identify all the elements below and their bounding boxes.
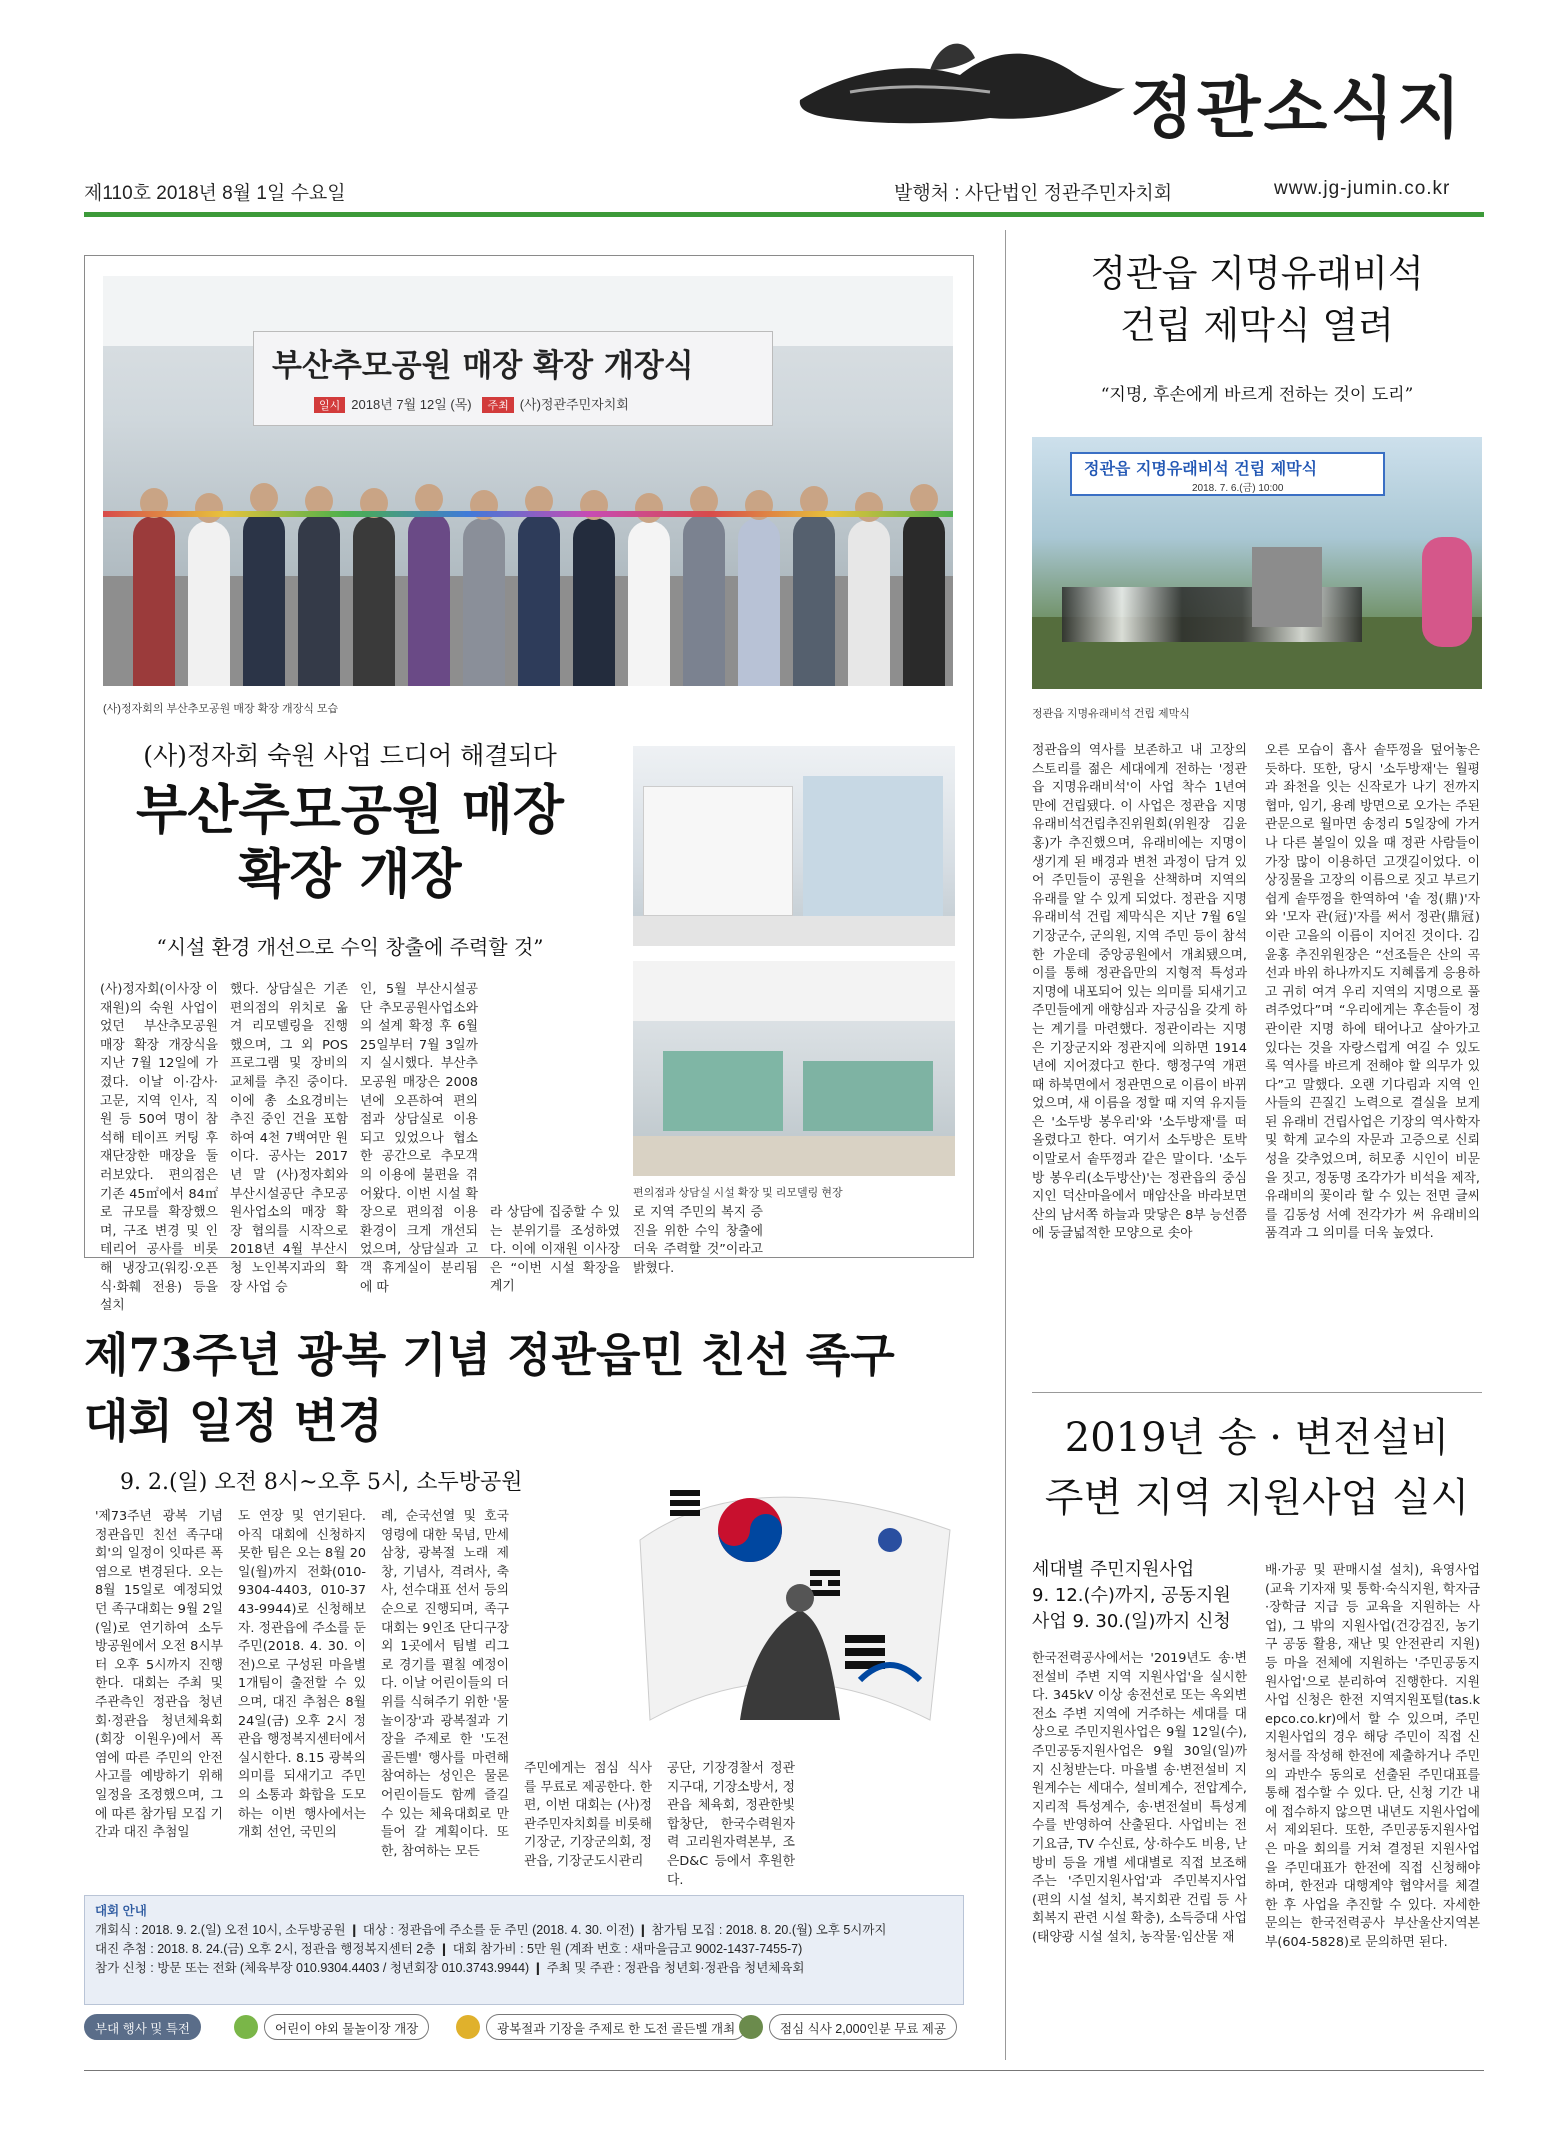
- tournament-info-box: [84, 1895, 964, 2005]
- event-banner: [253, 331, 773, 426]
- story3-column-5: 공단, 기장경찰서 정관지구대, 기장소방서, 정관읍 체육회, 정관한빛합창단, 한국수력원자력 고리원자력본부, 조은D&C 등에서 후원한다.: [667, 1761, 795, 1888]
- story1-headline-line1: 부산추모공원 매장: [135, 779, 565, 841]
- story1-headline-line2: 확장 개장: [238, 843, 462, 905]
- info-box-title: 대회 안내: [95, 1904, 147, 1918]
- story2-headline-line2: 건립 제막식 열려: [1120, 304, 1394, 347]
- story1-headline: [85, 778, 615, 906]
- masthead-title: 정관소식지: [1130, 70, 1464, 147]
- story4-deck-line3: 사업 9. 30.(일)까지 신청: [1032, 1611, 1231, 1632]
- monument-banner-title: 정관읍 지명유래비석 건립 제막식: [1084, 459, 1318, 478]
- story2-photo-caption: 정관읍 지명유래비석 건립 제막식: [1032, 708, 1190, 720]
- right-story-divider: [1032, 1392, 1482, 1393]
- meal-icon: [739, 2015, 763, 2039]
- photo2-caption: 편의점과 상담실 시설 확장 및 리모델링 현장: [633, 1187, 843, 1199]
- story1-column-2: 했다. 상담실은 기존 편의점의 위치로 옮겨 리모델링을 진행했으며, 그 외 POS 프로그램 및 장비의 교체를 추진 중이다. 이에 총 소요경비는 추진 중인 건을 포함하여 4천 7백여만 원이다. 공사는 2017년 말 (사)정자회와 부산시설공단 추모공원사업소의 매장 확장 협의를 시작으로 2018년 4월 부산시청 노인복지과의 확장 사업 승: [230, 982, 348, 1295]
- golden-bell-icon: [456, 2015, 480, 2039]
- story-busan-memorial: [84, 255, 974, 1314]
- story4-deck-line1: 세대별 주민지원사업: [1032, 1559, 1195, 1580]
- story4-deck-line2: 9. 12.(수)까지, 공동지원: [1032, 1585, 1231, 1606]
- story1-column-4: 라 상담에 집중할 수 있는 분위기를 조성하였다. 이에 이재원 이사장은 “이번 시설 확장을 계기: [490, 1205, 620, 1295]
- events-label: 부대 행사 및 특전: [84, 2014, 201, 2040]
- event-water-park: 어린이 야외 물놀이장 개장: [264, 2014, 429, 2040]
- consultation-room-photo: [633, 961, 955, 1176]
- story4-headline-line1: 2019년 송 · 변전설비: [1064, 1415, 1450, 1461]
- website-link[interactable]: www.jg-jumin.co.kr: [1274, 178, 1451, 199]
- photo-caption: (사)정자회의 부산추모공원 매장 확장 개장식 모습: [103, 703, 339, 715]
- story2-column-2: 오른 모습이 흡사 솥뚜껑을 덮어놓은 듯하다. 또한, 당시 '소두방재'는 월평과 좌천을 잇는 신작로가 나기 전까지 협마, 임기, 용례 방면으로 오가는 주된 관문으로 월마면 송정리 5일장에 가거나 다른 볼일이 있을 때 정관 사람들이 가장 많이 이용하던 고갯길이었다. 이 상징물을 고장의 이름으로 짓고 부르기 쉽게 솥뚜껑을 한역하여 '솥 정(鼎)'자와 '모자 관(冠)'자를 써서 정관(鼎冠)이란 고을의 이름이 지어진 것이다. 김윤홍 추진위원장은 “선조들은 산의 곡선과 바위 하나까지도 지혜롭게 응용하고 귀히 여겨 우리 지역의 지명으로 풀려주었다”며 “우리에게는 후손들이 정관이란 지명 하에 태어나고 살아가고 있다는 것을 자랑스럽게 여길 수 있도록 역사를 바르게 전해야 할 의무가 있다”고 말했다. 오랜 기다림과 지역 인사들의 끈질긴 노력으로 결실을 보게 된 유래비 건립사업은 기장의 역사학자 및 학계 교수의 자문과 고증으로 신뢰성을 갖추었으며, 허모종 시인이 비문을 짓고, 정동명 조각가가 비석을 제작, 유래비의 꽃이라 할 수 있는 전면 글씨를 김동성 서예 전각가가 써 유래비의 품격과 그 의미를 더욱 높였다.: [1265, 743, 1480, 1242]
- info-line-3: 참가 신청 : 방문 또는 전화 (체육부장 010.9304.4403 / 청년회장 010.3743.9944) ❙ 주최 및 주관 : 정관읍 청년회·정관읍 청년체육회: [95, 1961, 805, 1975]
- event-free-lunch: 점심 식사 2,000인분 무료 제공: [769, 2014, 957, 2040]
- ribbon: [103, 511, 953, 517]
- column-divider: [1005, 230, 1006, 2060]
- story4-column-2: 배·가공 및 판매시설 설치), 육영사업(교육 기자재 및 통학·숙식지원, 학자금·장학금 지급 등 교육을 지원하는 사업), 그 밖의 지원사업(건강검진, 농기구 공동 활용, 재난 및 안전관리 지원) 등 마을 전체에 지원하는 '주민공동지원사업'으로 분리하여 진행한다. 지원사업 신청은 한전 지역지원포털(tas.kepco.co.kr)에서 할 수 있으며, 주민지원사업의 경우 해당 주민이 직접 신청서를 작성해 한전에 제출하거나 주민의 과반수 동의로 선출된 주민대표를 통해 접수할 수 있다. 단, 신청 기간 내에 접수하지 않으면 내년도 지원사업에서 제외된다. 또한, 주민공동지원사업은 마을 회의를 거쳐 결정된 지원사업을 주민대표가 한전에 직접 신청해야 하며, 한전과 대행계약 협약서를 체결한 후 사업을 추진할 수 있다. 자세한 문의는 한국전력공사 부산울산지역본부(604-5828)로 문의하면 된다.: [1265, 1563, 1480, 1950]
- banner-title: 부산추모공원 매장 확장 개장식: [272, 348, 694, 384]
- info-line-2: 대진 추첨 : 2018. 8. 24.(금) 오후 2시, 정관읍 행정복지센터 2층 ❙ 대회 참가비 : 5만 원 (계좌 번호 : 새마을금고 9002-1437-7455-7): [95, 1942, 803, 1956]
- story3-column-2: 도 연장 및 연기된다. 아직 대회에 신청하지 못한 팀은 오는 8월 20일(월)까지 전화(010-9304-4403, 010-3743-9944)로 신청해보자. 정관읍에 주소를 둔 주민(2018. 4. 30. 이전)으로 구성된 마을별 1개팀이 출전할 수 있으며, 대진 추첨은 8월 24일(금) 오후 2시 정관읍 행정복지센터에서 실시한다. 8.15 광복의 의미를 되새기고 주민의 소통과 화합을 도모하는 이번 행사에서는 개회 선언, 국민의: [238, 1509, 366, 1841]
- footer-rule: [84, 2070, 1484, 2071]
- taegeukgi-illustration: [630, 1420, 960, 1760]
- header-rule: [84, 212, 1484, 217]
- banner-date-tag: 일시: [314, 397, 345, 413]
- issue-number: 제110호 2018년 8월 1일 수요일: [84, 183, 346, 204]
- story1-column-5: 로 지역 주민의 복지 증진을 위한 수익 창출에 더욱 주력할 것”이라고 밝혔다.: [633, 1205, 763, 1276]
- story4-deck: [1032, 1557, 1252, 1635]
- side-events-bar: [84, 2012, 964, 2044]
- story3-column-3: 례, 순국선열 및 호국 영령에 대한 묵념, 만세 삼창, 광복절 노래 제창, 기념사, 격려사, 축사, 선수대표 선서 등의 순으로 진행되며, 족구대회는 9인조 단디구장 외 1곳에서 팀별 리그로 경기를 펼칠 예정이다. 이날 어린이들의 더위를 식혀주기 위한 '물놀이장'과 광복절과 기장을 주제로 한 '도전 골든벨' 행사를 마련해 참여하는 성인은 물론 어린이들도 함께 즐길 수 있는 체육대회로 만들어 갈 계획이다. 또한, 참여하는 모든: [381, 1509, 509, 1859]
- story4-column-1: 한국전력공사에서는 '2019년도 송·변전설비 주변 지역 지원사업'을 실시한다. 345kV 이상 송전선로 또는 옥외변전소 주변 지역에 거주하는 세대를 대상으로 주민지원사업은 9월 12일(수), 주민공동지원사업은 9월 30일(일)까지 신청받는다. 마을별 송·변전설비 지원계수는 세대수, 설비계수, 전압계수, 지리적 특성계수, 송·변전설비 특성계수를 반영하여 산출된다. 사업비는 전기요금, TV 수신료, 상·하수도 비용, 난방비 등을 개별 세대별로 직접 보조해주는 '주민지원사업'과 주민복지사업(편의 시설 설치, 복지회관 건립 등 사회복지 관련 시설 확충), 소득증대 사업(태양광 시설 설치, 농작물·임산물 재: [1032, 1651, 1247, 1945]
- water-park-icon: [234, 2015, 258, 2039]
- story4-headline: [1032, 1408, 1482, 1528]
- story2-headline: [1032, 248, 1482, 352]
- story3-headline-line2: 대회 일정 변경: [84, 1394, 383, 1448]
- event-golden-bell: 광복절과 기장을 주제로 한 도전 골든벨 개최: [486, 2014, 746, 2040]
- story1-subhead: (사)정자회 숙원 사업 드디어 해결되다: [143, 741, 557, 770]
- story3-headline-line1: 제73주년 광복 기념 정관읍민 친선 족구: [84, 1328, 895, 1382]
- story2-headline-line1: 정관읍 지명유래비석: [1090, 252, 1424, 295]
- story1-column-3: 인, 5월 부산시설공단 추모공원사업소와의 설계 확정 후 6월 25일부터 7월 3일까지 실시했다. 부산추모공원 매장은 2008년에 오픈하여 편의점과 상담실로 이용되고 있었으나 협소한 공간으로 추모객의 이용에 불편을 겪어왔다. 이번 시설 확장으로 편의점 이용 환경이 크게 개선되었으며, 상담실과 고객 휴게실이 분리됨에 따: [360, 982, 478, 1295]
- story3-deck: 9. 2.(일) 오전 8시~오후 5시, 소두방공원: [120, 1470, 523, 1495]
- story2-quote: “지명, 후손에게 바르게 전하는 것이 도리”: [1100, 385, 1414, 405]
- story3-column-1: '제73주년 광복 기념 정관읍민 친선 족구대회'의 일정이 잇따른 폭염으로 변경된다. 오는 8월 15일로 예정되었던 족구대회는 9월 2일(일)로 연기하여 소두방공원에서 오전 8시부터 오후 5시까지 진행한다. 대회는 주최 및 주관측인 정관읍 청년회·정관읍 청년체육회(회장 이원우)에서 폭염에 따른 주민의 안전사고를 예방하기 위해 일정을 조정했으며, 그에 따른 참가팀 모집 기간과 대진 추첨일: [95, 1509, 223, 1841]
- info-line-1: 개회식 : 2018. 9. 2.(일) 오전 10시, 소두방공원 ❙ 대상 : 정관읍에 주소를 둔 주민 (2018. 4. 30. 이전) ❙ 참가팀 모집 : 2018. 8. 20.(월) 오후 5시까지: [95, 1923, 887, 1937]
- banner-subline: [314, 394, 629, 413]
- convenience-store-photo: [633, 746, 955, 946]
- issue-line: [84, 178, 1484, 206]
- banner-host-tag: 주최: [482, 397, 513, 413]
- story3-column-4: 주민에게는 점심 식사를 무료로 제공한다. 한편, 이번 대회는 (사)정관주민자치회를 비롯해 기장군, 기장군의회, 정관읍, 기장군도시관리: [524, 1761, 652, 1869]
- banner-host: (사)정관주민자치회: [519, 397, 629, 412]
- monument-ceremony-photo: [1032, 437, 1482, 689]
- monument-banner: [1070, 452, 1385, 496]
- monument-banner-date: 2018. 7. 6.(금) 10:00: [1192, 483, 1284, 494]
- publisher: 발행처 : 사단법인 정관주민자치회: [894, 183, 1173, 204]
- story2-column-1: 정관읍의 역사를 보존하고 내 고장의 스토리를 젊은 세대에게 전하는 '정관읍 지명유래비석'이 사업 착수 1년여 만에 건립됐다. 이 사업은 정관읍 지명유래비석건립추진위원회(위원장 김윤홍)가 추진했으며, 유래비에는 지명이 생기게 된 배경과 변천 과정이 담겨 있어 주민들이 공원을 산책하며 지역의 유래를 알 수 있게 되었다. 정관읍 지명유래비석 건립 제막식은 지난 7월 6일 기장군수, 군의원, 지역 주민 등이 참석한 가운데 중앙공원에서 개최됐으며, 이를 통해 정관읍만의 지형적 특성과 지명에 내포되어 있는 의미를 되새기고 주민들에게 애향심과 자긍심을 갖게 하는 계기를 마련했다. 정관이라는 지명은 기장군지와 정관지에 의하면 1914년에 지어졌다고 한다. 행정구역 개편 때 하북면에서 정관면으로 이름이 바뀌었으며, 새 이름을 정할 때 지역 유지들은 '소두방 봉우리'와 '소두방재'를 떠올렸다고 한다. 여기서 소두방은 토박이말로서 솥뚜껑과 같은 말이다. '소두방 봉우리(소두방산)'는 정관읍의 중심지인 덕산마을에서 매암산을 바라보면 산의 남서쪽 하늘과 맞닿은 8부 능선쯤에 둥글넓적한 모양으로 솟아: [1032, 743, 1247, 1242]
- story1-column-1: (사)정자회(이사장 이재원)의 숙원 사업이었던 부산추모공원 매장 확장 개장식을 지난 7월 12일에 가졌다. 이날 이·감사·고문, 지역 인사, 직원 등 50여 명이 참석해 테이프 커팅 후 재단장한 매장을 둘러보았다. 편의점은 기존 45㎡에서 84㎡로 규모를 확장했으며, 구조 변경 및 인테리어 공사를 비롯해 냉장고(워킹·오픈식·화훼 전용) 등을 설치: [100, 982, 218, 1314]
- story4-headline-line2: 주변 지역 지원사업 실시: [1044, 1475, 1470, 1521]
- banner-date: 2018년 7월 12일 (목): [351, 397, 472, 412]
- story1-quote: “시설 환경 개선으로 수익 창출에 주력할 것”: [156, 935, 544, 959]
- ribbon-cutting-photo: [103, 276, 953, 686]
- masthead-brush-logo: [790, 30, 1130, 140]
